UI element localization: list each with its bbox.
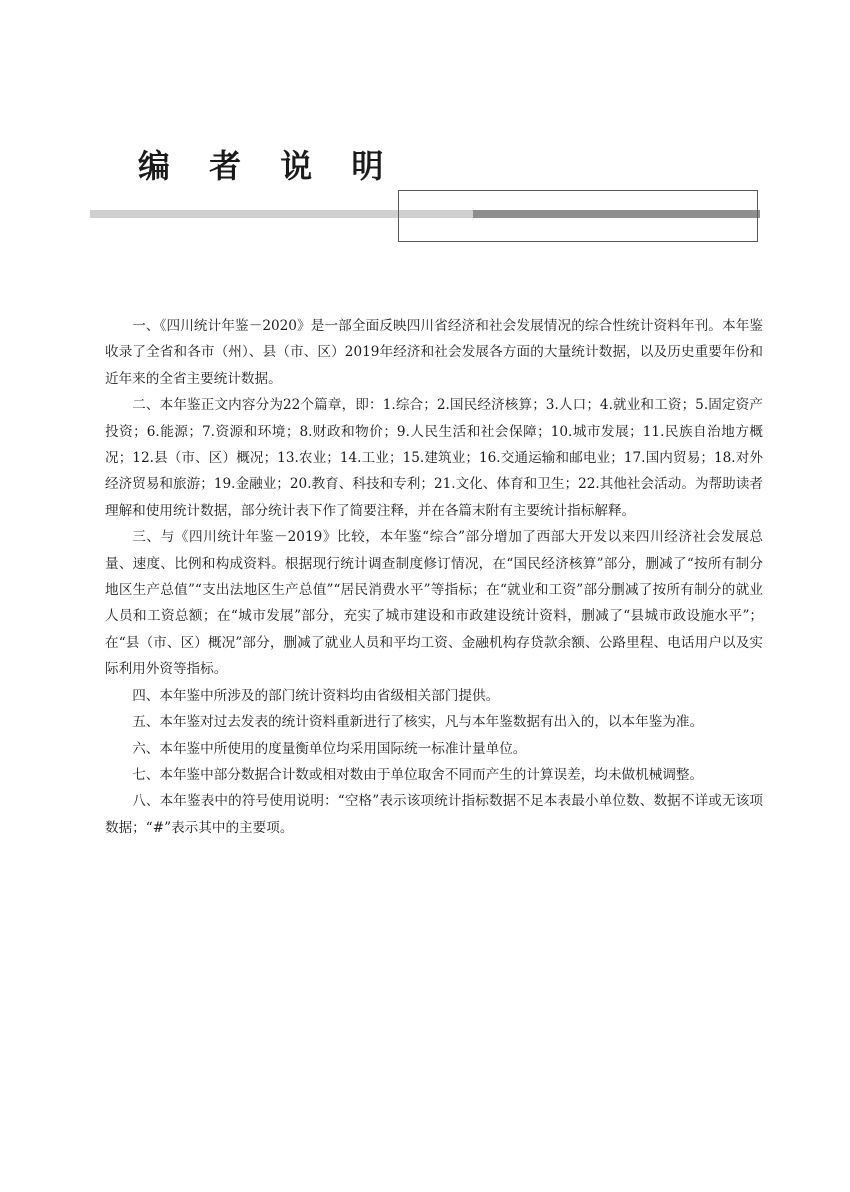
note-paragraph-6: 六、本年鉴中所使用的度量衡单位均采用国际统一标准计量单位。 [132, 740, 527, 757]
note-paragraph-2: 二、本年鉴正文内容分为22个篇章，即：1.综合；2.国民经济核算；3.人口；4.就业和工资；5.固定资产投资；6.能源；7.资源和环境；8.财政和物价；9.人民生活和社会保障；10.城市发展；11.民族自治地方概况；12.县（市、区）概况；13.农业；14.工业；15.建筑业；16.交通运输和邮电业；17.国内贸易；18.对外经济贸易和旅游；19.金融业；20.教育、科技和专利；21.文化、体育和卫生；22.其他社会活动。为帮助读者理解和使用统计数据，部分统计表下作了简要注释，并在各篇末附有主要统计指标解释。 [105, 397, 763, 519]
note-paragraph-8: 八、本年鉴表中的符号使用说明：“空格”表示该项统计指标数据不足本表最小单位数、数据不详或无该项数据；“#”表示其中的主要项。 [105, 793, 763, 836]
note-paragraph-5: 五、本年鉴对过去发表的统计资料重新进行了核实，凡与本年鉴数据有出入的，以本年鉴为准。 [132, 714, 704, 731]
editor-notes-body [105, 313, 763, 841]
page-title: 编 者 说 明 [138, 147, 398, 185]
note-paragraph-4: 四、本年鉴中所涉及的部门统计资料均由省级相关部门提供。 [132, 687, 500, 704]
title-decor-box [398, 190, 758, 242]
note-paragraph-7: 七、本年鉴中部分数据合计数或相对数由于单位取舍不同而产生的计算误差，均未做机械调整。 [132, 766, 704, 783]
note-paragraph-3: 三、与《四川统计年鉴－2019》比较，本年鉴“综合”部分增加了西部大开发以来四川经济社会发展总量、速度、比例和构成资料。根据现行统计调查制度修订情况，在“国民经济核算”部分，删减了“按所有制分地区生产总值”“支出法地区生产总值”“居民消费水平”等指标；在“就业和工资”部分删减了按所有制分的就业人员和工资总额；在“城市发展”部分，充实了城市建设和市政建设统计资料，删减了“县城市政设施水平”；在“县（市、区）概况”部分，删减了就业人员和平均工资、金融机构存贷款余额、公路里程、电话用户以及实际利用外资等指标。 [105, 529, 763, 678]
note-paragraph-1: 一、《四川统计年鉴－2020》是一部全面反映四川省经济和社会发展情况的综合性统计资料年刊。本年鉴收录了全省和各市（州）、县（市、区）2019年经济和社会发展各方面的大量统计数据，以及历史重要年份和近年来的全省主要统计数据。 [105, 318, 763, 387]
